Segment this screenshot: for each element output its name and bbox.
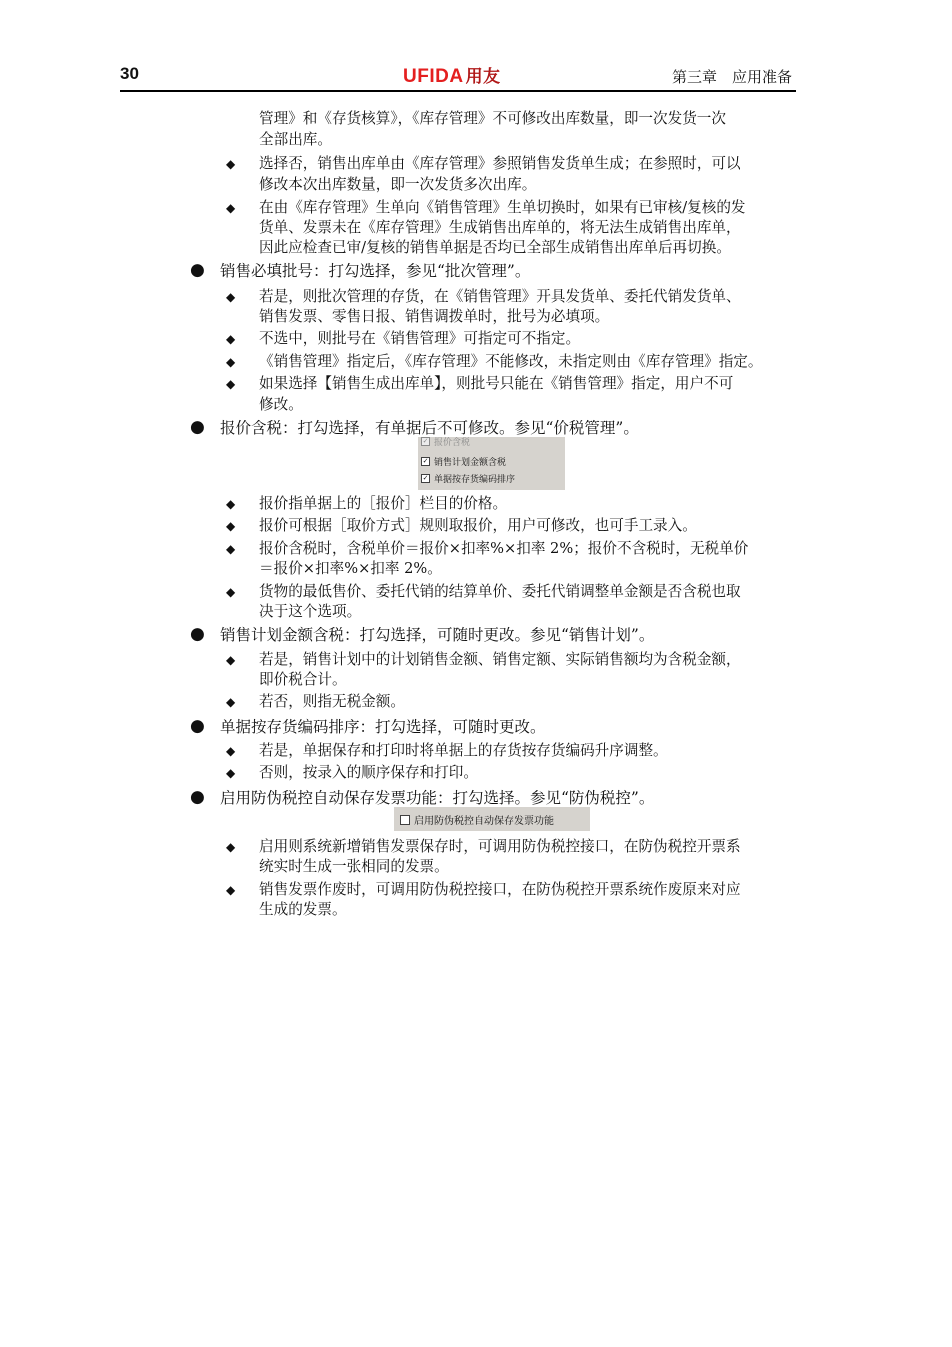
- section-heading: 销售计划金额含税：打勾选择，可随时更改。参见“销售计划”。: [220, 626, 655, 644]
- text-line: 即价税合计。: [259, 671, 347, 688]
- section-heading: 报价含税：打勾选择，有单据后不可修改。参见“价税管理”。: [220, 419, 639, 437]
- option-sort-by-code: [421, 474, 515, 487]
- text-line: 生成的发票。: [259, 901, 347, 918]
- diamond-bullet: ◆: [226, 497, 236, 511]
- diamond-bullet: ◆: [226, 201, 236, 215]
- options-panel-screenshot: [418, 437, 565, 490]
- option-label: 报价含税: [434, 438, 471, 448]
- diamond-bullet: ◆: [226, 355, 236, 369]
- option-plan-amount-tax: [421, 457, 506, 470]
- text-line: 统实时生成一张相同的发票。: [259, 858, 449, 875]
- text-line: 货物的最低售价、委托代销的结算单价、委托代销调整单金额是否含税也取: [259, 583, 741, 600]
- diamond-bullet: ◆: [226, 766, 236, 780]
- dot-bullet: ●: [190, 417, 205, 437]
- brand-latin: UFIDA: [403, 66, 464, 87]
- dot-bullet: ●: [190, 260, 205, 280]
- option-quote-tax: [421, 437, 470, 450]
- diamond-bullet: ◆: [226, 157, 236, 171]
- text-line: 在由《库存管理》生单向《销售管理》生单切换时，如果有已审核/复核的发: [259, 199, 746, 216]
- text-line: 若是，销售计划中的计划销售金额、销售定额、实际销售额均为含税金额，: [259, 651, 741, 668]
- text-line: 管理》和《存货核算》，《库存管理》不可修改出库数量，即一次发货一次: [259, 110, 726, 127]
- text-line: 启用则系统新增销售发票保存时，可调用防伪税控接口，在防伪税控开票系: [259, 838, 741, 855]
- diamond-bullet: ◆: [226, 290, 236, 304]
- dot-bullet: ●: [190, 624, 205, 644]
- text-line: 修改。: [259, 396, 303, 413]
- text-line: 《销售管理》指定后，《库存管理》不能修改，未指定则由《库存管理》指定。: [259, 353, 763, 370]
- text-line: 货单、发票未在《库存管理》生成销售出库单的，将无法生成销售出库单，: [259, 219, 741, 236]
- text-line: 报价含税时，含税单价＝报价×扣率%×扣率 2%；报价不含税时，无税单价: [259, 540, 749, 557]
- brand-logo: [403, 62, 501, 88]
- section-heading: 单据按存货编码排序：打勾选择，可随时更改。: [220, 718, 546, 736]
- diamond-bullet: ◆: [226, 653, 236, 667]
- option-label: 启用防伪税控自动保存发票功能: [414, 816, 554, 827]
- text-line: ＝报价×扣率%×扣率 2%。: [259, 560, 442, 577]
- text-line: 报价指单据上的［报价］栏目的价格。: [259, 495, 508, 512]
- section-heading: 启用防伪税控自动保存发票功能：打勾选择。参见“防伪税控”。: [220, 789, 655, 807]
- diamond-bullet: ◆: [226, 377, 236, 391]
- section-heading: 销售必填批号：打勾选择，参见“批次管理”。: [220, 262, 531, 280]
- text-line: 全部出库。: [259, 131, 332, 148]
- page-number: 30: [120, 64, 139, 83]
- dot-bullet: ●: [190, 716, 205, 736]
- text-line: 修改本次出库数量，即一次发货多次出库。: [259, 176, 537, 193]
- text-line: 决于这个选项。: [259, 603, 362, 620]
- text-line: 不选中，则批号在《销售管理》可指定可不指定。: [259, 330, 581, 347]
- text-line: 若是，则批次管理的存货，在《销售管理》开具发货单、委托代销发货单、: [259, 288, 741, 305]
- diamond-bullet: ◆: [226, 840, 236, 854]
- text-line: 销售发票作废时，可调用防伪税控接口，在防伪税控开票系统作废原来对应: [259, 881, 741, 898]
- text-line: 若是，单据保存和打印时将单据上的存货按存货编码升序调整。: [259, 742, 668, 759]
- text-line: 选择否，销售出库单由《库存管理》参照销售发货单生成；在参照时，可以: [259, 155, 741, 172]
- text-line: 若否，则指无税金额。: [259, 693, 405, 710]
- checkbox-icon: [400, 815, 410, 825]
- diamond-bullet: ◆: [226, 744, 236, 758]
- checkbox-icon: ✓: [422, 437, 429, 445]
- diamond-bullet: ◆: [226, 585, 236, 599]
- chapter-title: 第三章 应用准备: [671, 68, 792, 86]
- tax-control-panel-screenshot: [394, 807, 590, 831]
- checkbox-icon: ✓: [422, 474, 429, 482]
- dot-bullet: ●: [190, 787, 205, 807]
- diamond-bullet: ◆: [226, 519, 236, 533]
- diamond-bullet: ◆: [226, 695, 236, 709]
- text-line: 如果选择【销售生成出库单】，则批号只能在《销售管理》指定，用户不可: [259, 375, 734, 392]
- checkbox-icon: ✓: [422, 457, 429, 465]
- brand-cn: 用友: [465, 67, 501, 86]
- text-line: 否则，按录入的顺序保存和打印。: [259, 764, 478, 781]
- option-tax-control: [400, 812, 554, 827]
- text-line: 因此应检查已审/复核的销售单据是否均已全部生成销售出库单后再切换。: [259, 239, 731, 256]
- diamond-bullet: ◆: [226, 883, 236, 897]
- option-label: 销售计划金额含税: [434, 458, 507, 468]
- diamond-bullet: ◆: [226, 542, 236, 556]
- page-header: [120, 62, 796, 92]
- text-line: 销售发票、零售日报、销售调拨单时，批号为必填项。: [259, 308, 610, 325]
- diamond-bullet: ◆: [226, 332, 236, 346]
- text-line: 报价可根据［取价方式］规则取报价，用户可修改，也可手工录入。: [259, 517, 697, 534]
- option-label: 单据按存货编码排序: [434, 475, 516, 485]
